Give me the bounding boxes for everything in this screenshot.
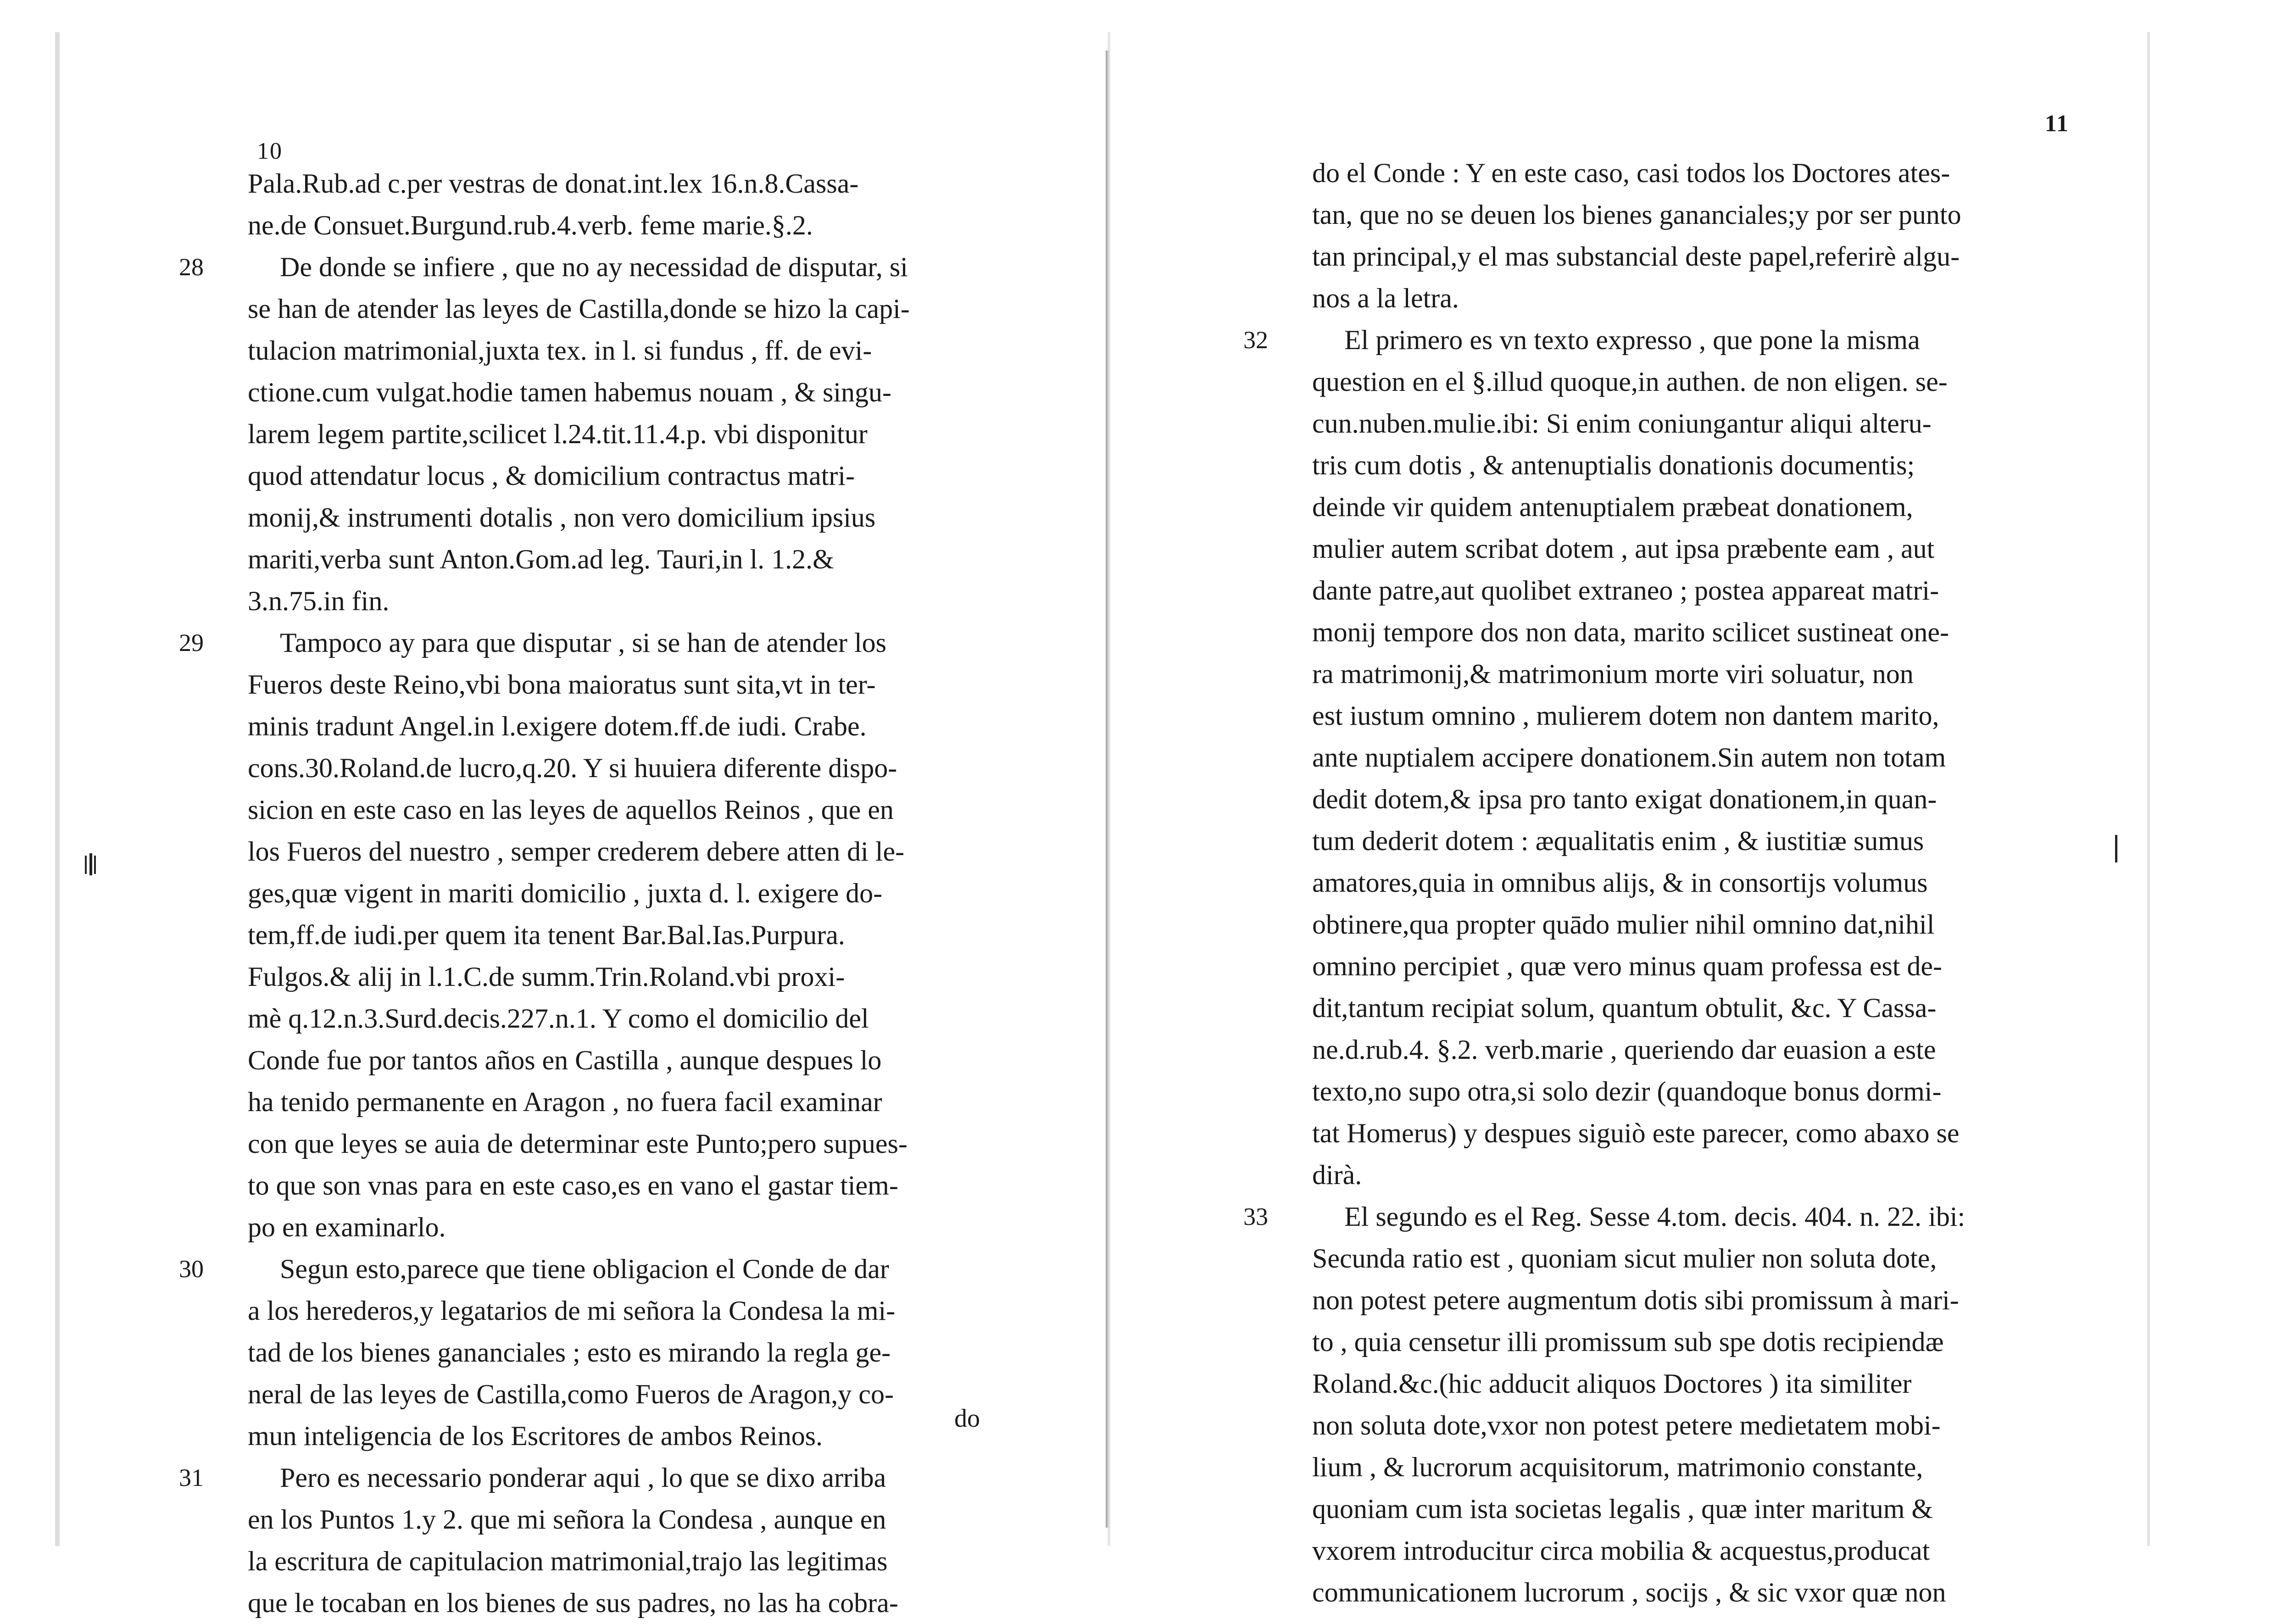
text-line: cun.nuben.mulie.ibi: Si enim coniungantur aliqui alteru-	[1312, 408, 1932, 439]
text-line: Fulgos.& alij in l.1.C.de summ.Trin.Roland.vbi proxi-	[248, 962, 845, 992]
text-line: amatores,quia in omnibus alijs, & in consortijs volumus	[1312, 868, 1928, 898]
text-line: ne.de Consuet.Burgund.rub.4.verb. feme marie.§.2.	[248, 210, 813, 240]
text-line: tulacion matrimonial,juxta tex. in l. si fundus , ff. de evi-	[248, 335, 872, 366]
text-line: quoniam cum ista societas legalis , quæ inter maritum &	[1312, 1494, 1933, 1524]
text-line: ne.d.rub.4. §.2. verb.marie , queriendo dar euasion a este	[1312, 1034, 1936, 1065]
paragraph	[179, 622, 1009, 1248]
text-line: do el Conde : Y en este caso, casi todos los Doctores ates-	[1312, 158, 1950, 188]
text-line: texto,no supo otra,si solo dezir (quandoque bonus dormi-	[1312, 1076, 1942, 1107]
paragraph	[179, 246, 1009, 622]
text-line: que le tocaban en los bienes de sus padres, no las ha cobra-	[248, 1588, 898, 1618]
margin-number: 28	[179, 253, 204, 281]
paragraph	[179, 1248, 1009, 1457]
text-line: mè q.12.n.3.Surd.decis.227.n.1. Y como el domicilio del	[248, 1003, 869, 1034]
left-page-number: 10	[257, 138, 283, 164]
paragraph	[179, 1457, 1009, 1624]
text-line: tem,ff.de iudi.per quem ita tenent Bar.Bal.Ias.Purpura.	[248, 920, 845, 950]
text-line: lium , & lucrorum acquisitorum, matrimonio constante,	[1312, 1452, 1923, 1482]
text-line: Pala.Rub.ad c.per vestras de donat.int.lex 16.n.8.Cassa-	[248, 168, 859, 199]
text-line: la escritura de capitulacion matrimonial,trajo las legitimas	[248, 1546, 888, 1576]
text-line: cons.30.Roland.de lucro,q.20. Y si huuiera diferente dispo-	[248, 753, 897, 783]
text-line: tum dederit dotem : æqualitatis enim , & iustitiæ sumus	[1312, 826, 1924, 856]
text-line: ha tenido permanente en Aragon , no fuera facil examinar	[248, 1087, 882, 1117]
text-line: mun inteligencia de los Escritores de ambos Reinos.	[248, 1421, 823, 1451]
text-line: deinde vir quidem antenuptialem præbeat donationem,	[1312, 492, 1913, 522]
text-line: tad de los bienes gananciales ; esto es mirando la regla ge-	[248, 1337, 891, 1368]
paragraph	[1243, 1196, 2055, 1613]
book-spread	[55, 32, 2147, 1618]
text-line: tan principal,y el mas substancial deste papel,referirè algu-	[1312, 241, 1960, 272]
text-line: vxorem introducitur circa mobilia & acquestus,producat	[1312, 1535, 1930, 1566]
right-page-text	[1243, 152, 2055, 1613]
text-line: po en examinarlo.	[248, 1212, 446, 1242]
text-line: en los Puntos 1.y 2. que mi señora la Condesa , aunque en	[248, 1504, 886, 1535]
left-catchword: do	[954, 1404, 980, 1433]
text-line: El primero es vn texto expresso , que pone la misma	[1344, 325, 1920, 355]
text-line: El segundo es el Reg. Sesse 4.tom. decis. 404. n. 22. ibi:	[1344, 1201, 1965, 1232]
text-line: a los herederos,y legatarios de mi señora la Condesa la mi-	[248, 1296, 896, 1326]
text-line: neral de las leyes de Castilla,como Fueros de Aragon,y co-	[248, 1379, 894, 1409]
text-line: communicationem lucrorum , socijs , & sic vxor quæ non	[1312, 1577, 1946, 1607]
margin-number: 29	[179, 629, 204, 656]
text-line: los Fueros del nuestro , semper crederem debere atten di le-	[248, 836, 905, 867]
text-line: obtinere,qua propter quādo mulier nihil omnino dat,nihil	[1312, 909, 1935, 940]
text-line: monij tempore dos non data, marito scilicet sustineat one-	[1312, 617, 1949, 647]
text-line: Secunda ratio est , quoniam sicut mulier non soluta dote,	[1312, 1243, 1937, 1274]
text-line: sicion en este caso en las leyes de aquellos Reinos , que en	[248, 795, 894, 825]
text-line: quod attendatur locus , & domicilium contractus matri-	[248, 461, 855, 491]
text-line: est iustum omnino , mulierem dotem non dantem marito,	[1312, 701, 1939, 731]
text-line: ante nuptialem accipere donationem.Sin autem non totam	[1312, 742, 1946, 773]
text-line: dirà.	[1312, 1160, 1362, 1190]
scan-mark	[94, 856, 96, 874]
margin-number: 31	[179, 1464, 204, 1491]
text-line: to , quia censetur illi promissum sub spe dotis recipiendæ	[1312, 1327, 1944, 1357]
scan-mark	[85, 856, 87, 874]
text-line: monij,& instrumenti dotalis , non vero domicilium ipsius	[248, 502, 876, 533]
text-line: Pero es necessario ponderar aqui , lo que se dixo arriba	[280, 1463, 886, 1493]
margin-number: 33	[1243, 1203, 1268, 1230]
text-line: Fueros deste Reino,vbi bona maioratus sunt sita,vt in ter-	[248, 669, 876, 700]
text-line: dedit dotem,& ipsa pro tanto exigat donationem,in quan-	[1312, 784, 1937, 814]
margin-number: 30	[179, 1255, 204, 1283]
text-line: tan, que no se deuen los bienes gananciales;y por ser punto	[1312, 200, 1961, 230]
text-line: con que leyes se auia de determinar este Punto;pero supues-	[248, 1129, 908, 1159]
scan-mark	[2115, 835, 2117, 862]
scan-mark	[89, 853, 92, 875]
text-line: De donde se infiere , que no ay necessidad de disputar, si	[280, 252, 908, 282]
text-line: minis tradunt Angel.in l.exigere dotem.ff.de iudi. Crabe.	[248, 711, 867, 741]
text-line: 3.n.75.in fin.	[248, 586, 390, 616]
text-line: non soluta dote,vxor non potest petere medietatem mobi-	[1312, 1410, 1941, 1440]
margin-number: 32	[1243, 326, 1268, 354]
text-line: question en el §.illud quoque,in authen. de non eligen. se-	[1312, 367, 1948, 397]
text-line: dit,tantum recipiat solum, quantum obtulit, &c. Y Cassa-	[1312, 993, 1937, 1023]
paragraph	[248, 163, 1009, 246]
text-line: Segun esto,parece que tiene obligacion el Conde de dar	[280, 1254, 889, 1284]
paragraph	[1312, 152, 2055, 319]
text-line: to que son vnas para en este caso,es en vano el gastar tiem-	[248, 1170, 898, 1201]
text-line: Conde fue por tantos años en Castilla , aunque despues lo	[248, 1045, 882, 1075]
text-line: nos a la letra.	[1312, 283, 1459, 313]
text-line: larem legem partite,scilicet l.24.tit.11.4.p. vbi disponitur	[248, 419, 868, 449]
text-line: omnino percipiet , quæ vero minus quam professa est de-	[1312, 951, 1943, 981]
text-line: ra matrimonij,& matrimonium morte viri soluatur, non	[1312, 659, 1914, 689]
right-page	[1110, 32, 2150, 1607]
text-line: non potest petere augmentum dotis sibi promissum à mari-	[1312, 1285, 1959, 1315]
text-line: Roland.&c.(hic adducit aliquos Doctores ) ita similiter	[1312, 1368, 1912, 1399]
text-line: ges,quæ vigent in mariti domicilio , juxta d. l. exigere do-	[248, 878, 883, 908]
text-line: se han de atender las leyes de Castilla,donde se hizo la capi-	[248, 294, 910, 324]
paragraph	[1243, 319, 2055, 1196]
text-line: mariti,verba sunt Anton.Gom.ad leg. Tauri,in l. 1.2.&	[248, 544, 834, 574]
left-page	[55, 32, 1110, 1618]
right-page-number: 11	[2044, 111, 2069, 137]
text-line: dante patre,aut quolibet extraneo ; postea appareat matri-	[1312, 575, 1939, 606]
text-line: ctione.cum vulgat.hodie tamen habemus nouam , & singu-	[248, 377, 892, 407]
text-line: tat Homerus) y despues siguiò este parecer, como abaxo se	[1312, 1118, 1960, 1148]
text-line: Tampoco ay para que disputar , si se han de atender los	[280, 628, 887, 658]
left-page-text	[179, 163, 1009, 1624]
text-line: mulier autem scribat dotem , aut ipsa præbente eam , aut	[1312, 534, 1935, 564]
text-line: tris cum dotis , & antenuptialis donationis documentis;	[1312, 450, 1915, 480]
